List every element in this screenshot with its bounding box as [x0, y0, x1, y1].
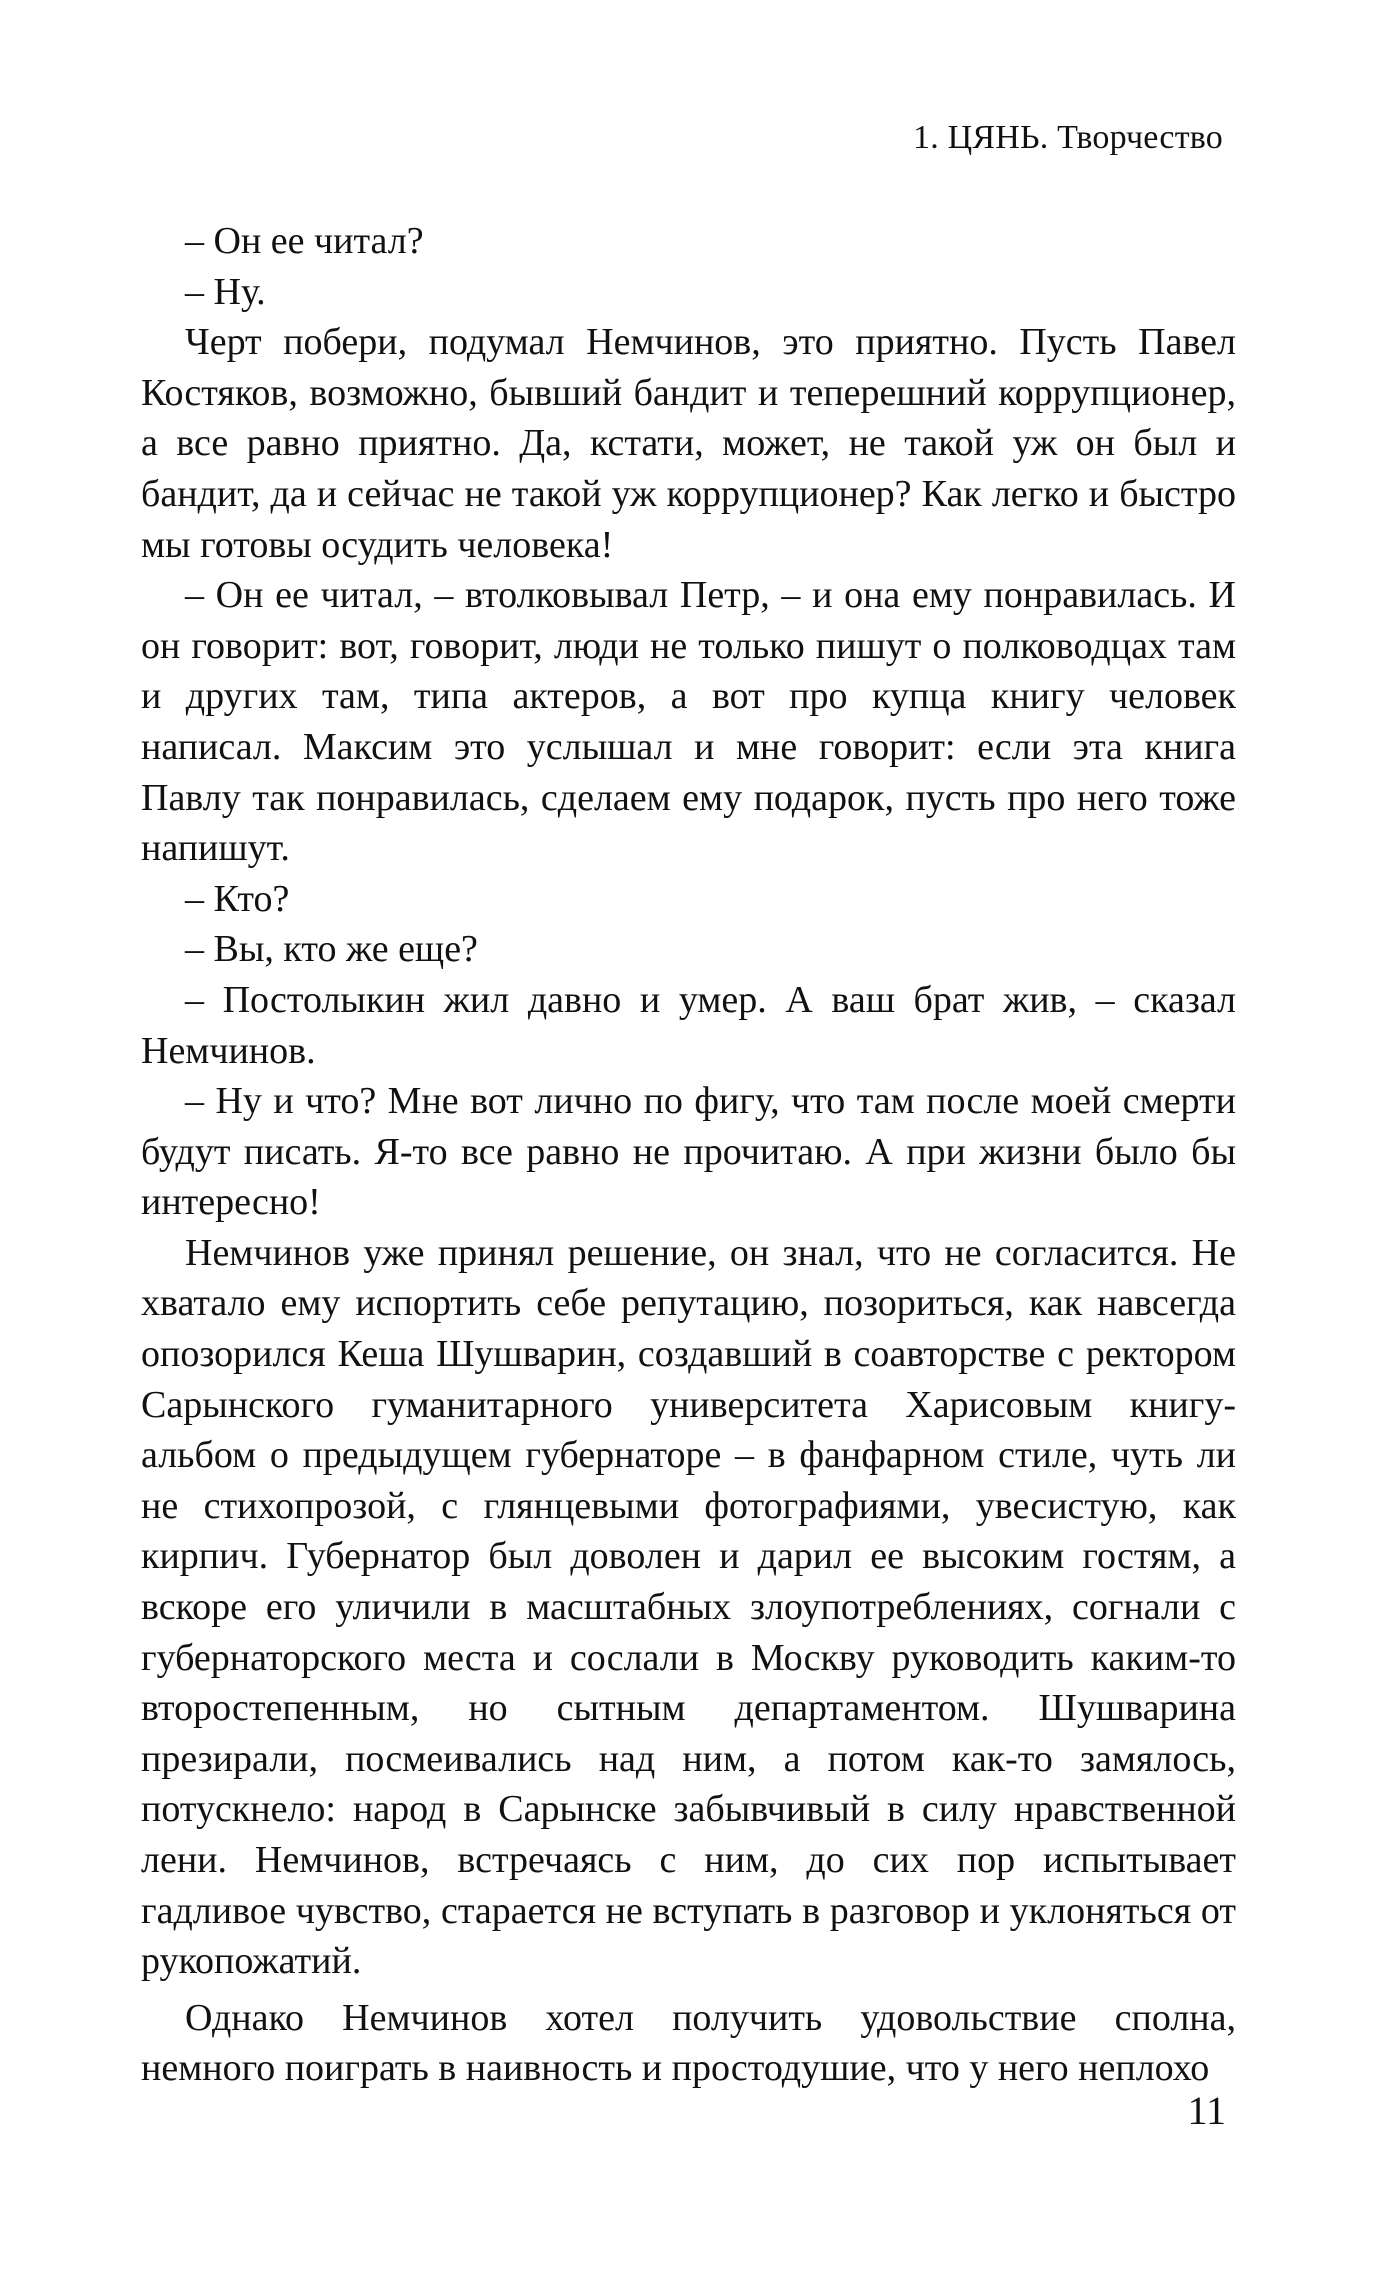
page-number: 11 — [1187, 2088, 1226, 2133]
paragraph: – Вы, кто же еще? — [185, 928, 478, 971]
paragraph: Однако Немчинов хотел получить удовольствие сполна, немного поиграть в наивность и простодушие, что у него неплохо — [141, 1996, 1236, 2090]
paragraph: – Кто? — [185, 877, 290, 920]
paragraph: – Ну. — [185, 270, 266, 313]
paragraph: – Он ее читал? — [185, 220, 424, 262]
paragraph: Немчинов уже принял решение, он знал, что не согласится. Не хватало ему испортить себе репутацию, позориться, как навсегда опозорился Кеша Шушварин, создавший в соавторстве с ректором Сарынского гуманитарного университета Харисовым книгу-альбом о предыдущем губернаторе – в фанфарном стиле, чуть ли не стихопрозой, с глянцевыми фотографиями, увесистую, как кирпич. Губернатор был доволен и дарил ее высоким гостям, а вскоре его уличили в масштабных злоупотреблениях, согнали с губернаторского места и сослали в Москву руководить каким-то второстепенным, но сытным департаментом. Шушварина презирали, посмеивались над ним, а потом как-то замялось, потускнело: народ в Сарынске забывчивый в силу нравственной лени. Немчинов, встречаясь с ним, до сих пор испытывает гадливое чувство, старается не вступать в разговор и уклоняться от рукопожатий. — [141, 1231, 1236, 1983]
running-header: 1. ЦЯНЬ. Творчество — [913, 119, 1223, 156]
paragraph: – Ну и что? Мне вот лично по фигу, что там после моей смерти будут писать. Я-то все равно не прочитаю. А при жизни было бы интересно! — [141, 1080, 1236, 1224]
paragraph: – Он ее читал, – втолковывал Петр, – и она ему понравилась. И он говорит: вот, говорит, люди не только пишут о полководцах там и других там, типа актеров, а вот про купца книгу человек написал. Максим это услышал и мне говорит: если эта книга Павлу так понравилась, сделаем ему подарок, пусть про него тоже напишут. — [141, 574, 1236, 870]
paragraph: Черт побери, подумал Немчинов, это приятно. Пусть Павел Костяков, возможно, бывший бандит и теперешний коррупционер, а все равно приятно. Да, кстати, может, не такой уж он был и бандит, да и сейчас не такой уж коррупционер? Как легко и быстро мы готовы осудить человека! — [141, 321, 1236, 566]
paragraph: – Постолыкин жил давно и умер. А ваш брат жив, – сказал Немчинов. — [141, 978, 1236, 1072]
body-text — [141, 216, 1236, 2094]
